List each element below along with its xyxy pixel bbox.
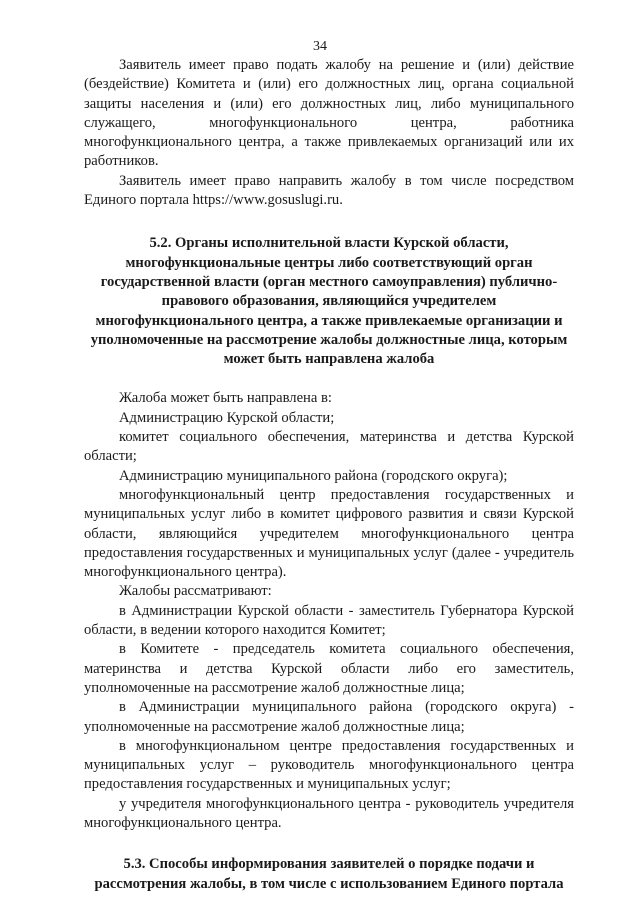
section-5-2-paragraph: в Администрации Курской области - заместитель Губернатора Курской области, в ведении которого находится Комитет; (84, 602, 574, 639)
spacer (84, 210, 574, 234)
section-5-2-paragraph: Администрацию Курской области; (119, 409, 335, 426)
section-5-2-paragraph: в Комитете - председатель комитета социального обеспечения, материнства и детства Курской области либо его заместитель, уполномоченные на рассмотрение жалоб должностные лица; (84, 641, 574, 696)
section-5-2-paragraph: Жалоба может быть направлена в: (119, 390, 332, 407)
section-5-2-paragraph: Жалобы рассматривают: (119, 583, 272, 600)
section-5-2-paragraph: комитет социального обеспечения, материнства и детства Курской области; (84, 429, 574, 465)
spacer (84, 833, 574, 855)
section-5-2-paragraph: в многофункциональном центре предоставления государственных и муниципальных услуг – руководитель многофункционального центра предоставления государственных и муниципальных услуг; (84, 737, 574, 793)
section-5-3-title: 5.3. Способы информирования заявителей о порядке подачи и рассмотрения жалобы, в том числе с использованием Единого портала (94, 856, 564, 892)
section-5-2-paragraph: у учредителя многофункционального центра - руководитель учредителя многофункционального центра. (84, 795, 574, 831)
intro-paragraph-1: Заявитель имеет право подать жалобу на решение и (или) действие (бездействие) Комитета и (или) его должностных лиц, органа социальной защиты населения и (или) его должностных лиц, либо муниципального служащего, многофункционального центра, работника многофункционального центра, а также привлекаемых организаций или их работников. (84, 57, 574, 170)
spacer (84, 369, 574, 389)
section-5-2-title: 5.2. Органы исполнительной власти Курской области, многофункциональные центры либо соответствующий орган государственной власти (орган местного самоуправления) публично-правового образования, являющийся учредителем многофункционального центра, а также привлекаемые организации и уполномоченные на рассмотрение жалобы должностные лица, которым может быть направлена жалоба (90, 235, 568, 368)
intro-paragraph-2: Заявитель имеет право направить жалобу в том числе посредством Единого портала https://www.gosuslugi.ru. (84, 172, 574, 209)
section-5-2-paragraph: в Администрации муниципального района (городского округа) - уполномоченные на рассмотрение жалоб должностные лица; (84, 699, 574, 735)
document-body (84, 56, 574, 894)
page-number: 34 (313, 39, 327, 54)
section-5-2-paragraph: многофункциональный центр предоставления государственных и муниципальных услуг либо в комитет цифрового развития и связи Курской области, являющийся учредителем многофункционального центра предоставления государственных и муниципальных услуг (далее - учредитель многофункционального центра). (84, 486, 574, 581)
section-5-2-paragraph: Администрацию муниципального района (городского округа); (119, 467, 508, 484)
